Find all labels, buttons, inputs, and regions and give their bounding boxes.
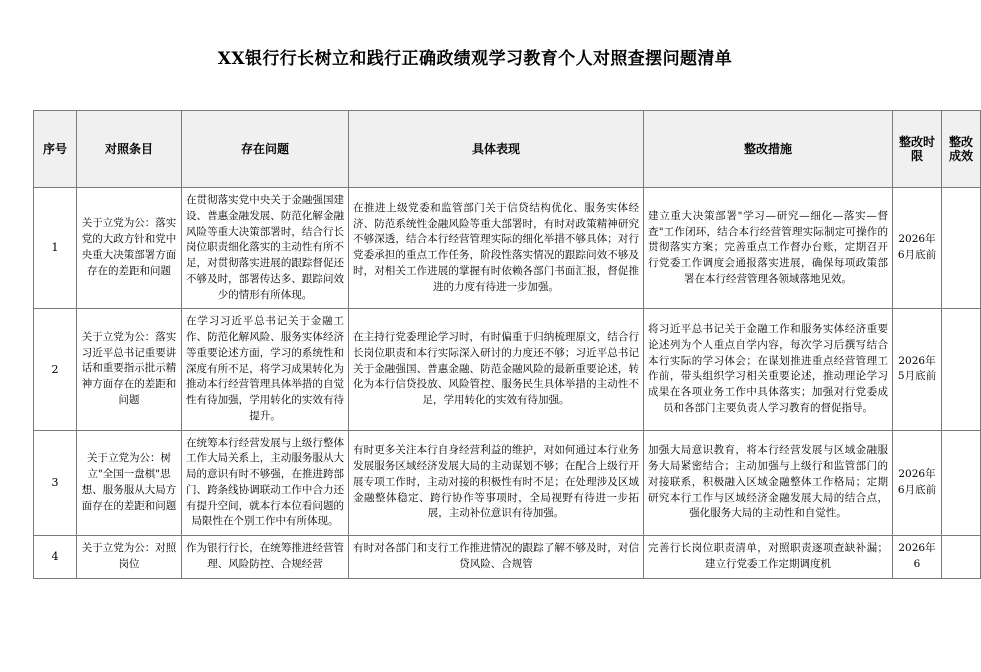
- table-body: [34, 188, 981, 579]
- column-header-item: 对照条目: [77, 111, 182, 188]
- column-header-seq: [34, 111, 77, 188]
- page-title: XX银行行长树立和践行正确政绩观学习教育个人对照查摆问题清单: [217, 49, 733, 69]
- cell-deadline: 2026年6月底前: [893, 188, 942, 309]
- cell-seq: 2: [34, 309, 77, 430]
- column-header-problem: 存在问题: [182, 111, 349, 188]
- column-header-deadline-label: 整改时限: [898, 134, 935, 163]
- column-header-effect-label: 整改成效: [948, 134, 973, 163]
- cell-problem: 在统筹本行经营发展与上级行整体工作大局关系上，主动服务服从大局的意识有时不够强，在推进跨部门、跨条线协调联动工作中合力还有提升空间，就本行本位看问题的局限性在个别工作中有所体现。: [182, 430, 349, 536]
- cell-seq: 4: [34, 536, 77, 579]
- table-row: [34, 309, 981, 430]
- cell-manifestation: 在推进上级党委和监管部门关于信贷结构优化、服务实体经济、防范系统性金融风险等重大部署时，有时对政策精神研究不够深透，结合本行经营管理实际的细化举措不够具体；对行党委承担的重点工作任务，阶段性落实情况的跟踪问效不够及时，对相关工作进展的掌握有时依赖各部门书面汇报，督促推进的力度有待进一步加强。: [349, 188, 644, 309]
- cell-problem: 在贯彻落实党中央关于金融强国建设、普惠金融发展、防范化解金融风险等重大决策部署时，结合行长岗位职责细化落实的主动性有所不足，对贯彻落实进展的跟踪督促还不够及时，部署传达多、跟踪问效少的情形有所体现。: [182, 188, 349, 309]
- cell-item: 关于立党为公：树立"全国一盘棋"思想、服务服从大局方面存在的差距和问题: [77, 430, 182, 536]
- column-header-manifestation: 具体表现: [349, 111, 644, 188]
- cell-effect: [942, 188, 981, 309]
- cell-item: 关于立党为公：落实党的大政方针和党中央重大决策部署方面存在的差距和问题: [77, 188, 182, 309]
- table-header: [34, 111, 981, 188]
- column-header-seq-label: 序号: [42, 141, 67, 156]
- cell-manifestation: 有时更多关注本行自身经营利益的维护，对如何通过本行业务发展服务区域经济发展大局的主动谋划不够；在配合上级行开展专项工作时，主动对接的积极性有时不足；在处理涉及区域金融整体稳定、跨行协作等事项时，全局视野有待进一步拓展，主动补位意识有待加强。: [349, 430, 644, 536]
- cell-deadline: 2026年6月底前: [893, 430, 942, 536]
- table-row: [34, 430, 981, 536]
- cell-effect: [942, 309, 981, 430]
- cell-item: 关于立党为公：落实习近平总书记重要讲话和重要指示批示精神方面存在的差距和问题: [77, 309, 182, 430]
- table-header-row: [34, 111, 981, 188]
- column-header-measure: 整改措施: [644, 111, 893, 188]
- cell-seq: 1: [34, 188, 77, 309]
- cell-effect: [942, 430, 981, 536]
- cell-deadline: 2026年6: [893, 536, 942, 579]
- cell-measure: 完善行长岗位职责清单，对照职责逐项查缺补漏；建立行党委工作定期调度机: [644, 536, 893, 579]
- problem-list-table-wrap: [33, 110, 973, 579]
- cell-item: 关于立党为公：对照岗位: [77, 536, 182, 579]
- table-row: [34, 536, 981, 579]
- cell-effect: [942, 536, 981, 579]
- cell-measure: 将习近平总书记关于金融工作和服务实体经济重要论述列为个人重点自学内容，每次学习后撰写结合本行实际的学习体会；在谋划推进重点经营管理工作前，带头组织学习相关重要论述，推动理论学习成果在各项业务工作中具体落实；加强对行党委成员和各部门主要负责人学习教育的督促指导。: [644, 309, 893, 430]
- cell-measure: 加强大局意识教育，将本行经营发展与区域金融服务大局紧密结合；主动加强与上级行和监管部门的对接联系，积极融入区域金融整体工作格局；定期研究本行工作与区域经济金融发展大局的结合点，强化服务大局的主动性和自觉性。: [644, 430, 893, 536]
- cell-measure: 建立重大决策部署"学习—研究—细化—落实—督查"工作闭环，结合本行经营管理实际制定可操作的贯彻落实方案；完善重点工作督办台账，定期召开行党委工作调度会通报落实进展，确保每项政策部署在本行经营管理各领域落地见效。: [644, 188, 893, 309]
- cell-seq: 3: [34, 430, 77, 536]
- cell-manifestation: 在主持行党委理论学习时，有时偏重于归纳梳理原文，结合行长岗位职责和本行实际深入研讨的力度还不够；习近平总书记关于金融强国、普惠金融、防范金融风险的最新重要论述，转化为本行信贷投放、风险管控、服务民生具体举措的主动性不足，学用转化的实效有待加强。: [349, 309, 644, 430]
- cell-manifestation: 有时对各部门和支行工作推进情况的跟踪了解不够及时，对信贷风险、合规管: [349, 536, 644, 579]
- column-header-effect: [942, 111, 981, 188]
- problem-list-table: [33, 110, 981, 579]
- cell-deadline: 2026年5月底前: [893, 309, 942, 430]
- cell-problem: 作为银行行长，在统筹推进经营管理、风险防控、合规经营: [182, 536, 349, 579]
- table-row: [34, 188, 981, 309]
- cell-problem: 在学习习近平总书记关于金融工作、防范化解风险、服务实体经济等重要论述方面，学习的系统性和深度有所不足，将学习成果转化为推动本行经营管理具体举措的自觉性有待加强，学用转化的实效有待提升。: [182, 309, 349, 430]
- column-header-deadline: [893, 111, 942, 188]
